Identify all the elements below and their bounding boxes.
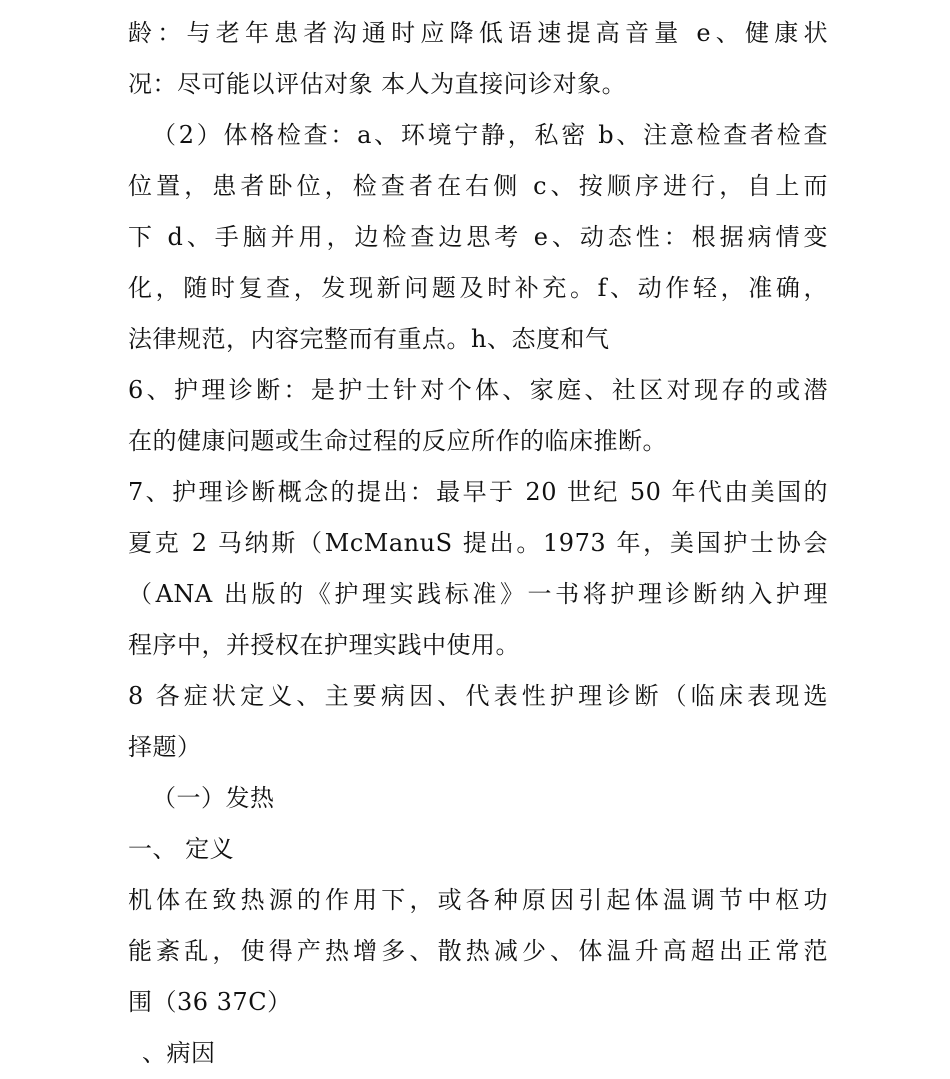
text-line-9: 在的健康问题或生命过程的反应所作的临床推断。 [128,427,667,455]
subheading-cause: 、病因 [142,1039,216,1067]
text-line-5: 下 d、手脑并用，边检查边思考 e、动态性：根据病情变 [128,223,828,251]
text-line-3: （2）体格检查：a、环境宁静，私密 b、注意检查者检查 [152,121,828,149]
text-line-19: 能紊乱，使得产热增多、散热减少、体温升高超出正常范 [128,937,828,965]
text-line-10: 7、护理诊断概念的提出：最早于 20 世纪 50 年代由美国的 [128,478,828,506]
text-line-12: （ANA 出版的《护理实践标准》一书将护理诊断纳入护理 [128,580,828,608]
document-page [128,8,828,1079]
text-line-7: 法律规范，内容完整而有重点。h、态度和气 [128,325,610,353]
text-line-8: 6、护理诊断：是护士针对个体、家庭、社区对现存的或潜 [128,376,828,404]
text-line-13: 程序中，并授权在护理实践中使用。 [128,631,520,659]
subheading-definition: 一、 定义 [128,835,235,863]
section-heading-fever: （一）发热 [152,784,275,812]
text-line-15: 择题） [128,733,202,761]
text-line-20: 围（36 37C） [128,988,292,1016]
text-line-6: 化，随时复查，发现新问题及时补充。f、动作轻，准确， [128,274,828,302]
text-line-14: 8 各症状定义、主要病因、代表性护理诊断（临床表现选 [128,682,828,710]
text-line-18: 机体在致热源的作用下，或各种原因引起体温调节中枢功 [128,886,828,914]
text-line-1: 龄：与老年患者沟通时应降低语速提高音量 e、健康状 [128,19,828,47]
text-line-4: 位置，患者卧位，检查者在右侧 c、按顺序进行，自上而 [128,172,828,200]
text-line-11: 夏克 2 马纳斯（McManuS 提出。1973 年，美国护士协会 [128,529,828,557]
text-line-2: 况：尽可能以评估对象 本人为直接问诊对象。 [128,70,627,98]
